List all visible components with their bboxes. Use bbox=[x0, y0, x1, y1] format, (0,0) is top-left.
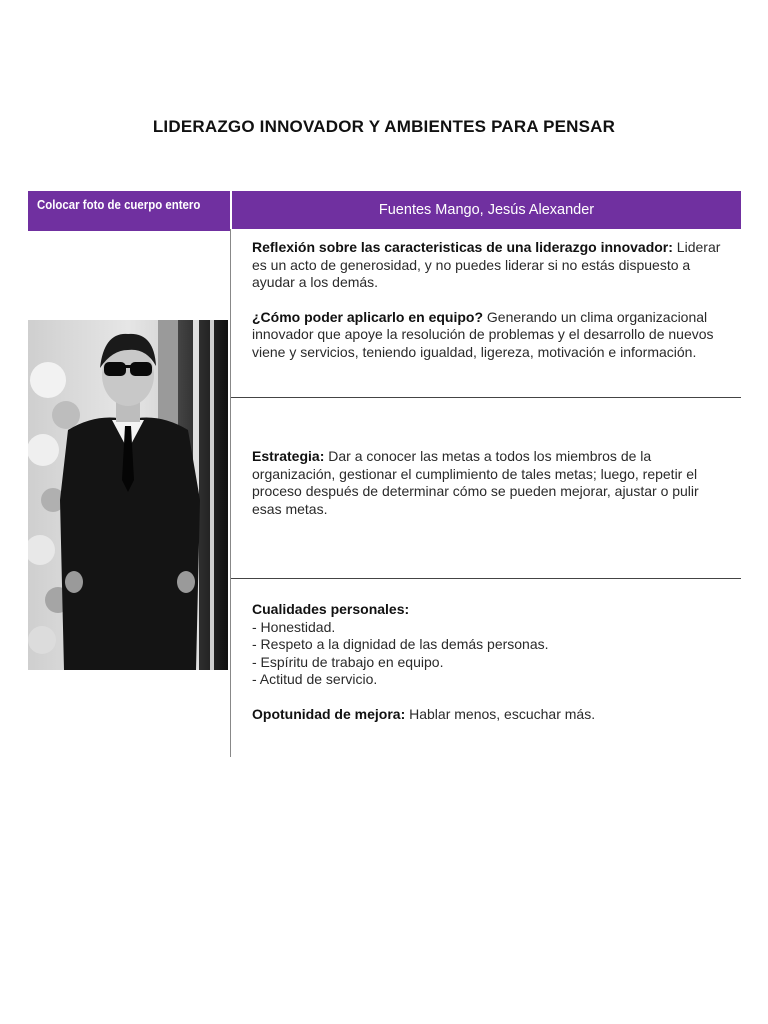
person-photo bbox=[28, 320, 228, 670]
estrategia-paragraph bbox=[252, 448, 722, 518]
mejora-label: Opotunidad de mejora: bbox=[252, 705, 406, 722]
cualidad-item: - Espíritu de trabajo en equipo. bbox=[252, 653, 444, 670]
row-divider-1 bbox=[231, 397, 741, 398]
row-divider-2 bbox=[231, 578, 741, 579]
equipo-label: ¿Cómo poder aplicarlo en equipo? bbox=[252, 308, 484, 325]
cualidad-item: - Honestidad. bbox=[252, 618, 336, 635]
person-photo-illustration bbox=[28, 320, 228, 670]
reflexion-label: Reflexión sobre las caracteristicas de una liderazgo innovador: bbox=[252, 239, 673, 255]
section-estrategia bbox=[252, 448, 722, 518]
section-reflexion bbox=[252, 239, 722, 361]
reflexion-text: Liderar es un acto de generosidad, y no puedes liderar si no estás dispuesto a ayudar a los demás. bbox=[252, 239, 721, 290]
equipo-text: Generando un clima organizacional innovador que apoye la resolución de problemas y el desarrollo de nuevos viene y servicios, teniendo igualdad, ligereza, motivación e información. bbox=[252, 308, 714, 360]
reflexion-paragraph bbox=[252, 239, 722, 292]
estrategia-text: Dar a conocer las metas a todos los miembros de la organización, gestionar el cumplimiento de tales metas; luego, repetir el proceso después de determinar cómo se pueden mejorar, ajustar o pulir esas metas. bbox=[252, 448, 699, 517]
column-divider bbox=[230, 229, 231, 757]
name-header: Fuentes Mango, Jesús Alexander bbox=[232, 191, 741, 229]
estrategia-label: Estrategia: bbox=[252, 448, 325, 464]
cualidades-label: Cualidades personales: bbox=[252, 601, 410, 617]
equipo-paragraph bbox=[252, 309, 722, 362]
mejora-text: Hablar menos, escuchar más. bbox=[405, 705, 596, 722]
section-cualidades bbox=[252, 601, 722, 723]
page-title: LIDERAZGO INNOVADOR Y AMBIENTES PARA PENSAR bbox=[152, 117, 616, 136]
cualidades-label-line bbox=[252, 601, 722, 619]
cualidad-item: - Actitud de servicio. bbox=[252, 671, 378, 687]
photo-header-label: Colocar foto de cuerpo entero bbox=[37, 197, 201, 212]
photo-header bbox=[28, 191, 230, 231]
mejora-paragraph bbox=[252, 706, 722, 724]
cualidad-item: - Respeto a la dignidad de las demás personas. bbox=[252, 636, 549, 652]
